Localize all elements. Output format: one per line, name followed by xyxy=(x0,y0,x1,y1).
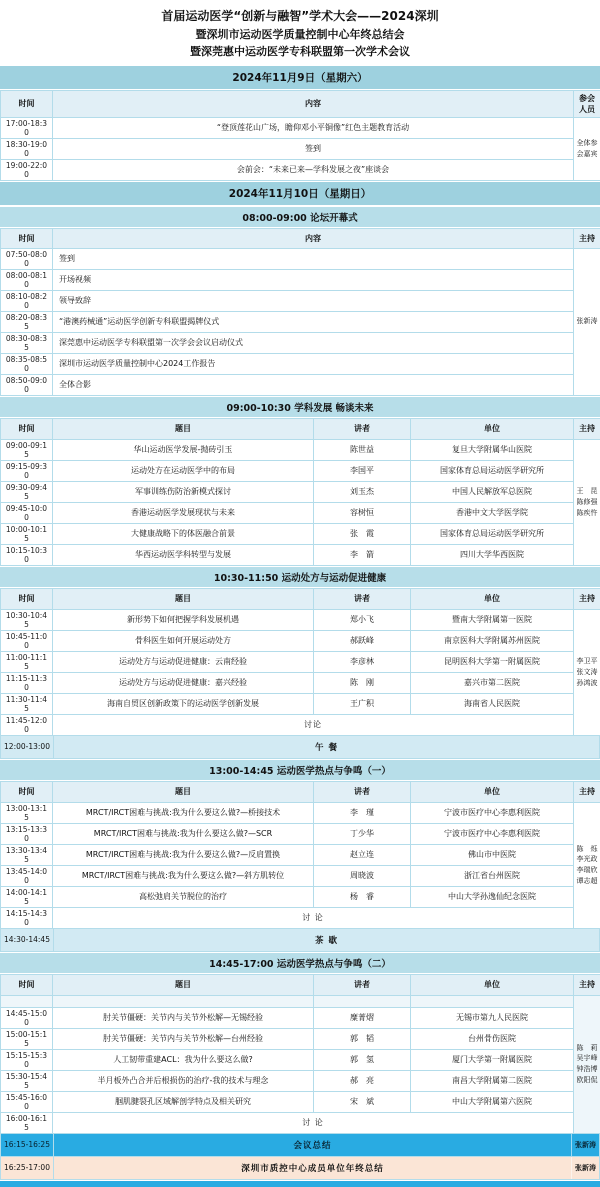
quality-control-summary-label: 深圳市质控中心成员单位年终总结 xyxy=(54,1157,571,1179)
speaker-cell xyxy=(314,995,411,1007)
time-cell: 14:00-14:15 xyxy=(1,886,53,907)
time-cell: 16:15-16:25 xyxy=(1,1134,54,1156)
schedule-row xyxy=(1,502,600,523)
unit-cell: 浙江省台州医院 xyxy=(411,865,574,886)
unit-cell: 宁波市医疗中心李惠利医院 xyxy=(411,802,574,823)
schedule-row xyxy=(1,460,600,481)
title-cell: 高松弛肩关节脱位的治疗 xyxy=(53,886,314,907)
time-cell: 11:00-11:15 xyxy=(1,651,53,672)
conference-summary-row xyxy=(0,1134,600,1157)
time-cell: 14:30-14:45 xyxy=(1,929,54,951)
content-cell: 会前会：“未来已来—学科发展之夜”座谈会 xyxy=(53,159,574,180)
schedule-row xyxy=(1,269,600,290)
session-header-1: 09:00-10:30 学科发展 畅谈未来 xyxy=(0,396,600,418)
session-4-table xyxy=(0,974,600,1134)
page-title-line3: 暨深莞惠中运动医学专科联盟第一次学术会议 xyxy=(0,43,600,60)
schedule-row xyxy=(1,374,600,395)
schedule-row xyxy=(1,332,600,353)
column-header-time: 时间 xyxy=(1,228,53,248)
column-header-unit: 单位 xyxy=(411,588,574,609)
schedule-row xyxy=(1,159,600,180)
speaker-cell: 李国平 xyxy=(314,460,411,481)
content-cell: 全体合影 xyxy=(53,374,574,395)
page-title-line2: 暨深圳市运动医学质量控制中心年终总结会 xyxy=(0,26,600,43)
title-cell: MRCT/IRCT困难与挑战:我为什么要这么做?—SCR xyxy=(53,823,314,844)
schedule-row xyxy=(1,886,600,907)
title-cell: 腘肌腱裂孔区域解剖学特点及相关研究 xyxy=(53,1091,314,1112)
discussion-label: 讨 论 xyxy=(53,907,574,928)
title-cell: 华西运动医学科转型与发展 xyxy=(53,544,314,565)
schedule-row xyxy=(1,544,600,565)
unit-cell: 宁波市医疗中心李惠利医院 xyxy=(411,823,574,844)
time-cell: 10:15-10:30 xyxy=(1,544,53,565)
time-cell: 08:10-08:20 xyxy=(1,290,53,311)
time-cell: 09:00-09:15 xyxy=(1,439,53,460)
schedule-row xyxy=(1,630,600,651)
content-cell: “港澳药械通”运动医学创新专科联盟揭牌仪式 xyxy=(53,311,574,332)
title-cell: 运动处方与运动促进健康：云南经验 xyxy=(53,651,314,672)
schedule-row xyxy=(1,1007,600,1028)
content-cell: 深圳市运动医学质量控制中心2024工作报告 xyxy=(53,353,574,374)
speaker-cell: 李彦林 xyxy=(314,651,411,672)
discussion-row xyxy=(1,907,600,928)
schedule-row xyxy=(1,609,600,630)
column-header-topic: 题目 xyxy=(53,974,314,995)
unit-cell: 中山大学附属第六医院 xyxy=(411,1091,574,1112)
speaker-cell: 陈世益 xyxy=(314,439,411,460)
schedule-row xyxy=(1,248,600,269)
time-cell: 09:45-10:00 xyxy=(1,502,53,523)
title-cell: 大健康战略下的体医融合前景 xyxy=(53,523,314,544)
title-cell: MRCT/IRCT困难与挑战:我为什么要这么做?—斜方肌转位 xyxy=(53,865,314,886)
tea-label: 茶 歇 xyxy=(54,929,599,951)
attendee-cell: 全体参会嘉宾 xyxy=(574,117,600,180)
title-cell: 骨科医生如何开展运动处方 xyxy=(53,630,314,651)
time-cell: 12:00-13:00 xyxy=(1,736,54,758)
page-title-line1: 首届运动医学“创新与融智”学术大会——2024深圳 xyxy=(0,7,600,26)
title-cell: MRCT/IRCT困难与挑战:我为什么要这么做?—桥接技术 xyxy=(53,802,314,823)
time-cell: 18:30-19:00 xyxy=(1,138,53,159)
time-cell: 10:30-10:45 xyxy=(1,609,53,630)
column-header-content: 内容 xyxy=(53,228,574,248)
speaker-cell: 郭 韬 xyxy=(314,1028,411,1049)
time-cell: 16:25-17:00 xyxy=(1,1157,54,1179)
quality-control-summary-row xyxy=(0,1157,600,1180)
session-1-table xyxy=(0,418,600,566)
unit-cell xyxy=(411,995,574,1007)
speaker-cell: 刘玉杰 xyxy=(314,481,411,502)
speaker-cell: 杨 睿 xyxy=(314,886,411,907)
title-cell xyxy=(53,995,314,1007)
content-cell: 深莞惠中运动医学专科联盟第一次学会会议启动仪式 xyxy=(53,332,574,353)
column-header-speaker: 讲者 xyxy=(314,781,411,802)
title-cell: 运动处方在运动医学中的布局 xyxy=(53,460,314,481)
unit-cell: 四川大学华西医院 xyxy=(411,544,574,565)
unit-cell: 佛山市中医院 xyxy=(411,844,574,865)
unit-cell: 无锡市第九人民医院 xyxy=(411,1007,574,1028)
column-header-topic: 题目 xyxy=(53,418,314,439)
time-cell: 15:45-16:00 xyxy=(1,1091,53,1112)
host-cell: 陈 莉 吴宇峰 钟浩博 欧阳侃 xyxy=(574,995,600,1133)
time-cell: 09:30-09:45 xyxy=(1,481,53,502)
speaker-cell: 周晓波 xyxy=(314,865,411,886)
unit-cell: 国家体育总局运动医学研究所 xyxy=(411,523,574,544)
time-cell: 08:00-08:10 xyxy=(1,269,53,290)
schedule-row xyxy=(1,117,600,138)
column-header-host: 主持 xyxy=(574,588,600,609)
schedule-row xyxy=(1,353,600,374)
time-cell: 11:15-11:30 xyxy=(1,672,53,693)
speaker-cell: 容树恒 xyxy=(314,502,411,523)
speaker-cell: 丁少华 xyxy=(314,823,411,844)
time-cell: 19:00-22:00 xyxy=(1,159,53,180)
schedule-row xyxy=(1,651,600,672)
time-cell: 15:00-15:15 xyxy=(1,1028,53,1049)
title-cell: 香港运动医学发展现状与未来 xyxy=(53,502,314,523)
tea-break-row xyxy=(0,929,600,952)
unit-cell: 中国人民解放军总医院 xyxy=(411,481,574,502)
speaker-cell: 赵立连 xyxy=(314,844,411,865)
day1-date-header: 2024年11月9日（星期六） xyxy=(0,65,600,90)
column-header-topic: 题目 xyxy=(53,588,314,609)
time-cell: 10:00-10:15 xyxy=(1,523,53,544)
time-cell xyxy=(1,995,53,1007)
time-cell: 14:15-14:30 xyxy=(1,907,53,928)
title-cell: 新形势下如何把握学科发展机遇 xyxy=(53,609,314,630)
time-cell: 15:30-15:45 xyxy=(1,1070,53,1091)
time-cell: 17:00-18:30 xyxy=(1,117,53,138)
time-cell: 11:45-12:00 xyxy=(1,714,53,735)
time-cell: 14:45-15:00 xyxy=(1,1007,53,1028)
column-header-speaker: 讲者 xyxy=(314,974,411,995)
speaker-cell: 李 瑾 xyxy=(314,802,411,823)
unit-cell: 复旦大学附属华山医院 xyxy=(411,439,574,460)
column-header-host: 主持 xyxy=(574,781,600,802)
unit-cell: 中山大学孙逸仙纪念医院 xyxy=(411,886,574,907)
column-header-unit: 单位 xyxy=(411,781,574,802)
unit-cell: 昆明医科大学第一附属医院 xyxy=(411,651,574,672)
host-cell: 张新涛 xyxy=(571,1134,599,1156)
session-1-column-header-row xyxy=(1,418,600,439)
title-cell: MRCT/IRCT困难与挑战:我为什么要这么做?—反肩置换 xyxy=(53,844,314,865)
title-cell: 海南自贸区创新政策下的运动医学创新发展 xyxy=(53,693,314,714)
session-4-column-header-row xyxy=(1,974,600,995)
unit-cell: 台州骨伤医院 xyxy=(411,1028,574,1049)
opening-column-header-row xyxy=(1,228,600,248)
speaker-cell: 张 霞 xyxy=(314,523,411,544)
schedule-row xyxy=(1,523,600,544)
schedule-row xyxy=(1,823,600,844)
speaker-cell: 郝 亮 xyxy=(314,1070,411,1091)
time-cell: 16:00-16:15 xyxy=(1,1112,53,1133)
lunch-break-row xyxy=(0,736,600,759)
title-cell: 肘关节僵硬：关节内与关节外松解—无锡经验 xyxy=(53,1007,314,1028)
column-header-unit: 单位 xyxy=(411,418,574,439)
page-title xyxy=(0,0,600,65)
conference-summary-label: 会议总结 xyxy=(54,1134,571,1156)
schedule-row xyxy=(1,439,600,460)
unit-cell: 厦门大学第一附属医院 xyxy=(411,1049,574,1070)
time-cell: 09:15-09:30 xyxy=(1,460,53,481)
unit-cell: 海南省人民医院 xyxy=(411,693,574,714)
host-cell: 李卫平 张文涛 孙鸿波 xyxy=(574,609,600,735)
day1-schedule-table xyxy=(0,90,600,181)
column-header-topic: 题目 xyxy=(53,781,314,802)
schedule-row xyxy=(1,865,600,886)
time-cell: 08:50-09:00 xyxy=(1,374,53,395)
day1-column-header-row xyxy=(1,90,600,117)
schedule-row xyxy=(1,672,600,693)
discussion-row xyxy=(1,714,600,735)
discussion-label: 讨论 xyxy=(53,714,574,735)
title-cell: 运动处方与运动促进健康：嘉兴经验 xyxy=(53,672,314,693)
content-cell: 开场视频 xyxy=(53,269,574,290)
lunch-label: 午 餐 xyxy=(54,736,599,758)
column-header-time: 时间 xyxy=(1,90,53,117)
time-cell: 08:30-08:35 xyxy=(1,332,53,353)
schedule-row xyxy=(1,1091,600,1112)
column-header-host: 主持 xyxy=(574,228,600,248)
content-cell: “登顶莲花山广场，瞻仰邓小平铜像”红色主题教育活动 xyxy=(53,117,574,138)
column-header-attendee: 参会人员 xyxy=(574,90,600,117)
speaker-cell: 李 箭 xyxy=(314,544,411,565)
unit-cell: 嘉兴市第二医院 xyxy=(411,672,574,693)
schedule-row xyxy=(1,844,600,865)
speaker-cell: 郝跃峰 xyxy=(314,630,411,651)
speaker-cell: 王广积 xyxy=(314,693,411,714)
host-cell: 王 昆 陈修强 陈疾忤 xyxy=(574,439,600,565)
speaker-cell: 郭 氢 xyxy=(314,1049,411,1070)
time-cell: 08:20-08:35 xyxy=(1,311,53,332)
session-header-3: 13:00-14:45 运动医学热点与争鸣（一） xyxy=(0,759,600,781)
footer-accent-bar xyxy=(0,1181,600,1187)
session-3-column-header-row xyxy=(1,781,600,802)
host-cell: 陈 烁 李光政 李瑞欣 谭志超 xyxy=(574,802,600,928)
unit-cell: 南昌大学附属第二医院 xyxy=(411,1070,574,1091)
unit-cell: 暨南大学附属第一医院 xyxy=(411,609,574,630)
title-cell: 半月板外凸合并后根损伤的治疗-我的技术与理念 xyxy=(53,1070,314,1091)
time-cell: 10:45-11:00 xyxy=(1,630,53,651)
session-3-table xyxy=(0,781,600,929)
schedule-row xyxy=(1,802,600,823)
column-header-speaker: 讲者 xyxy=(314,588,411,609)
schedule-row xyxy=(1,138,600,159)
schedule-row xyxy=(1,311,600,332)
session-header-4: 14:45-17:00 运动医学热点与争鸣（二） xyxy=(0,952,600,974)
title-cell: 肘关节僵硬：关节内与关节外松解—台州经验 xyxy=(53,1028,314,1049)
spacer-row xyxy=(1,995,600,1007)
column-header-time: 时间 xyxy=(1,588,53,609)
time-cell: 13:15-13:30 xyxy=(1,823,53,844)
discussion-label: 讨 论 xyxy=(53,1112,574,1133)
speaker-cell: 宋 斌 xyxy=(314,1091,411,1112)
column-header-time: 时间 xyxy=(1,418,53,439)
column-header-content: 内容 xyxy=(53,90,574,117)
opening-ceremony-table xyxy=(0,228,600,396)
schedule-row xyxy=(1,1070,600,1091)
schedule-row xyxy=(1,693,600,714)
host-cell: 张新涛 xyxy=(574,248,600,395)
speaker-cell: 糜菁熠 xyxy=(314,1007,411,1028)
schedule-row xyxy=(1,290,600,311)
schedule-row xyxy=(1,1049,600,1070)
schedule-row xyxy=(1,481,600,502)
session-2-table xyxy=(0,588,600,736)
column-header-time: 时间 xyxy=(1,781,53,802)
column-header-unit: 单位 xyxy=(411,974,574,995)
unit-cell: 国家体育总局运动医学研究所 xyxy=(411,460,574,481)
speaker-cell: 郑小飞 xyxy=(314,609,411,630)
host-cell: 张新涛 xyxy=(571,1157,599,1179)
session-header-2: 10:30-11:50 运动处方与运动促进健康 xyxy=(0,566,600,588)
content-cell: 签到 xyxy=(53,248,574,269)
content-cell: 签到 xyxy=(53,138,574,159)
unit-cell: 香港中文大学医学院 xyxy=(411,502,574,523)
time-cell: 13:45-14:00 xyxy=(1,865,53,886)
time-cell: 13:30-13:45 xyxy=(1,844,53,865)
title-cell: 人工韧带重建ACL：我为什么要这么做? xyxy=(53,1049,314,1070)
time-cell: 08:35-08:50 xyxy=(1,353,53,374)
unit-cell: 南京医科大学附属苏州医院 xyxy=(411,630,574,651)
time-cell: 13:00-13:15 xyxy=(1,802,53,823)
time-cell: 11:30-11:45 xyxy=(1,693,53,714)
column-header-host: 主持 xyxy=(574,974,600,995)
column-header-host: 主持 xyxy=(574,418,600,439)
time-cell: 15:15-15:30 xyxy=(1,1049,53,1070)
title-cell: 军事训练伤防治新模式探讨 xyxy=(53,481,314,502)
speaker-cell: 陈 刚 xyxy=(314,672,411,693)
session-header-opening: 08:00-09:00 论坛开幕式 xyxy=(0,206,600,228)
schedule-row xyxy=(1,1028,600,1049)
column-header-speaker: 讲者 xyxy=(314,418,411,439)
discussion-row xyxy=(1,1112,600,1133)
content-cell: 领导致辞 xyxy=(53,290,574,311)
column-header-time: 时间 xyxy=(1,974,53,995)
time-cell: 07:50-08:00 xyxy=(1,248,53,269)
session-2-column-header-row xyxy=(1,588,600,609)
title-cell: 华山运动医学发展-抛砖引玉 xyxy=(53,439,314,460)
day2-date-header: 2024年11月10日（星期日） xyxy=(0,181,600,206)
